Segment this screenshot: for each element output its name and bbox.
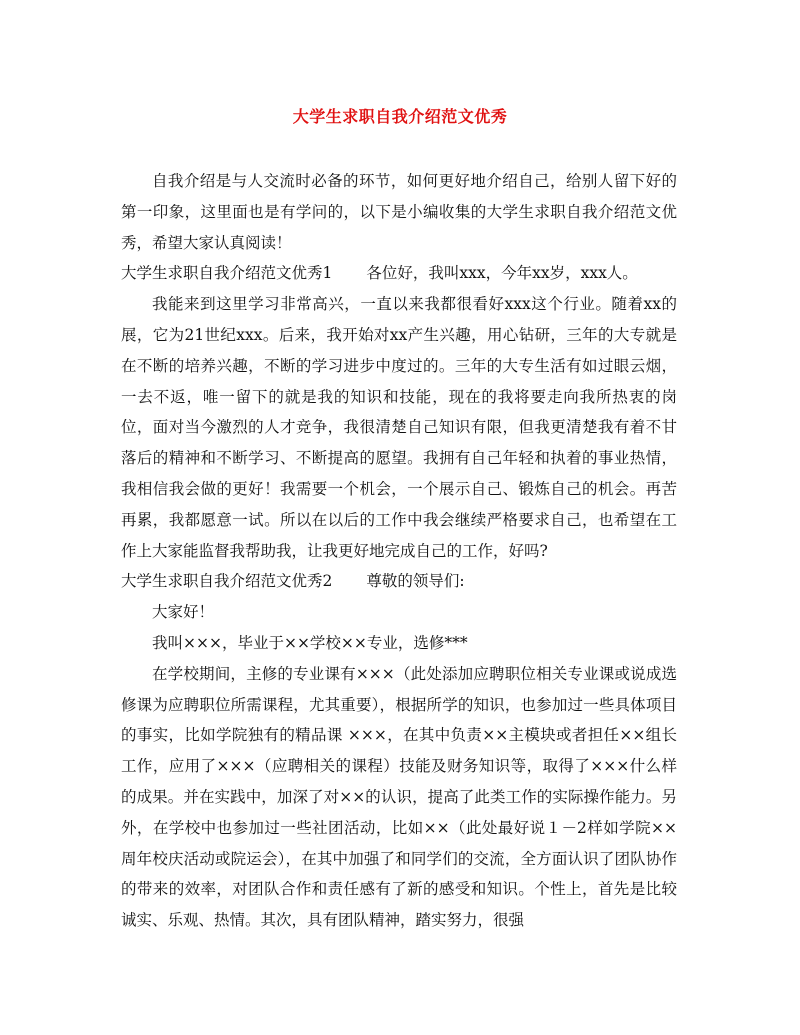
sample2-salutation: 大家好！: [152, 603, 215, 622]
sample2-greeting: 尊敬的领导们:: [366, 572, 465, 591]
document-body: [121, 166, 677, 936]
sample1-heading: 大学生求职自我介绍范文优秀1: [121, 264, 333, 283]
sample1-greeting: 各位好，我叫xxx，今年xx岁，xxx人。: [366, 264, 638, 283]
intro-paragraph: 自我介绍是与人交流时必备的环节，如何更好地介绍自己，给别人留下好的第一印象，这里面也是有学问的，以下是小编收集的大学生求职自我介绍范文优秀，希望大家认真阅读！: [121, 172, 677, 252]
document-title: 大学生求职自我介绍范文优秀: [292, 107, 508, 126]
sample2-paragraph: 在学校期间，主修的专业课有×××（此处添加应聘职位相关专业课或说成选修课为应聘职位所需课程，尤其重要），根据所学的知识，也参加过一些具体项目的事实，比如学院独有的精品课 ×××，在其中负责××主模块或者担任××组长工作，应用了×××（应聘相关的课程）技能及财务知识等，取得了×××什么样的成果。并在实践中，加深了对××的认识，提高了此类工作的实际操作能力。另外，在学校中也参加过一些社团活动，比如××（此处最好说１－2样如学院××周年校庆活动或院运会），在其中加强了和同学们的交流，全方面认识了团队协作的带来的效率，对团队合作和责任感有了新的感受和知识。个性上，首先是比较诚实、乐观、热情。其次，具有团队精神，踏实努力，很强: [121, 664, 677, 930]
sample2-heading: 大学生求职自我介绍范文优秀2: [121, 572, 333, 591]
sample2-heading-line: [121, 566, 677, 597]
sample1-heading-line: [121, 258, 677, 289]
sample1-paragraph: 我能来到这里学习非常高兴，一直以来我都很看好xxx这个行业。随着xx的展，它为21世纪xxx。后来，我开始对xx产生兴趣，用心钻研，三年的大专就是在不断的培养兴趣，不断的学习进步中度过的。三年的大专生活有如过眼云烟，一去不返，唯一留下的就是我的知识和技能，现在的我将要走向我所热衷的岗位，面对当今激烈的人才竞争，我很清楚自己知识有限，但我更清楚我有着不甘落后的精神和不断学习、不断提高的愿望。我拥有自己年轻和执着的事业热情，我相信我会做的更好！我需要一个机会，一个展示自己、锻炼自己的机会。再苦再累，我都愿意一试。所以在以后的工作中我会继续严格要求自己，也希望在工作上大家能监督我帮助我，让我更好地完成自己的工作，好吗?: [121, 295, 677, 560]
sample2-intro-line: 我叫×××，毕业于××学校××专业，选修***: [152, 633, 468, 652]
